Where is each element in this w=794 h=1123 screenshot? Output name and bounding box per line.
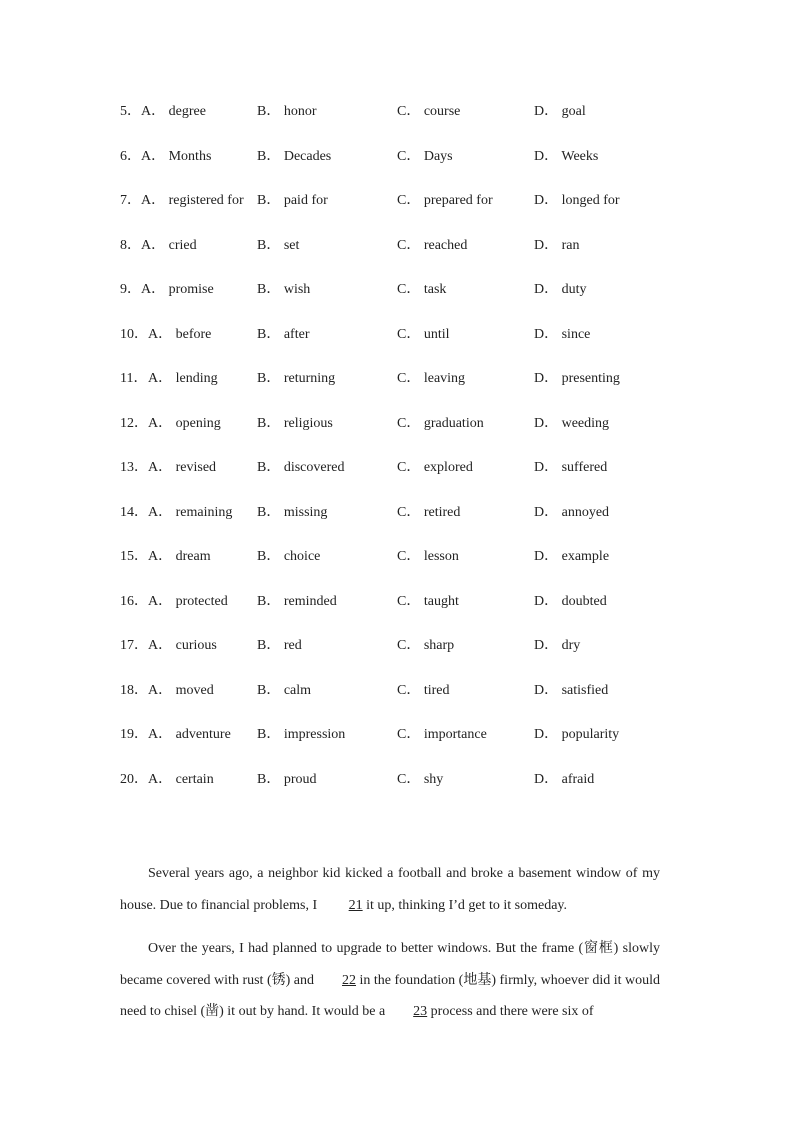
option-a: A． before (148, 326, 212, 342)
option-row (120, 236, 680, 281)
option-d: D． annoyed (534, 504, 610, 520)
option-d: D． Weeks (534, 148, 599, 164)
option-row (120, 191, 680, 236)
option-b: B． missing (257, 504, 328, 520)
option-c: C． task (397, 282, 447, 297)
option-b: B． calm (257, 682, 312, 698)
option-row (120, 770, 680, 815)
option-b: B． red (257, 638, 302, 653)
option-d: D． duty (534, 282, 587, 297)
option-c: C． sharp (397, 638, 455, 653)
option-d: D． afraid (534, 771, 595, 787)
option-b: B． honor (257, 104, 317, 119)
question-number: 12． (120, 415, 148, 431)
option-b: B． wish (257, 282, 311, 297)
option-c: C． importance (397, 727, 487, 742)
option-row (120, 369, 680, 414)
blank-21: 21 (348, 897, 363, 913)
option-c: C． tired (397, 682, 450, 698)
option-a: A． certain (148, 771, 214, 787)
option-row (120, 458, 680, 503)
paragraph-text: in the foundation (地基) firmly, whoever did it would need to chisel (凿) it out by hand. It would be a (120, 972, 660, 1019)
option-a: A． registered for (141, 193, 244, 208)
option-d: D． ran (534, 237, 580, 253)
option-d: D． goal (534, 104, 586, 119)
question-number: 10． (120, 326, 148, 342)
option-row (120, 414, 680, 459)
option-c: C． retired (397, 504, 461, 520)
question-number: 19． (120, 727, 148, 742)
option-a: A． degree (141, 104, 206, 119)
option-row (120, 503, 680, 548)
option-b: B． religious (257, 415, 333, 431)
option-row (120, 681, 680, 726)
option-row (120, 147, 680, 192)
question-number: 8． (120, 237, 141, 253)
option-a: A． protected (148, 593, 228, 609)
question-number: 11． (120, 371, 148, 386)
option-c: C． taught (397, 593, 459, 609)
question-number: 17． (120, 638, 148, 653)
cloze-passage (120, 858, 660, 1028)
option-d: D． suffered (534, 460, 608, 475)
option-b: B． proud (257, 771, 317, 787)
option-d: D． weeding (534, 415, 610, 431)
option-b: B． after (257, 326, 310, 342)
option-c: C． prepared for (397, 193, 493, 208)
option-a: A． adventure (148, 727, 231, 742)
option-c: C． shy (397, 771, 444, 787)
option-a: A． cried (141, 237, 197, 253)
option-b: B． returning (257, 371, 336, 386)
option-row (120, 325, 680, 370)
option-row (120, 547, 680, 592)
option-row (120, 280, 680, 325)
option-c: C． course (397, 104, 461, 119)
option-c: C． until (397, 326, 450, 342)
question-number: 16． (120, 593, 148, 609)
blank-22: 22 (342, 972, 357, 988)
question-number: 15． (120, 549, 148, 564)
option-d: D． longed for (534, 193, 620, 208)
option-a: A． dream (148, 549, 211, 564)
option-a: A． lending (148, 371, 218, 386)
option-b: B． discovered (257, 460, 345, 475)
option-d: D． dry (534, 638, 581, 653)
option-c: C． graduation (397, 415, 484, 431)
paragraph-text: process and there were six of (427, 1004, 594, 1019)
question-number: 14． (120, 504, 148, 520)
option-b: B． set (257, 237, 300, 253)
option-a: A． promise (141, 282, 214, 297)
option-row (120, 725, 680, 770)
option-a: A． Months (141, 148, 212, 164)
option-b: B． reminded (257, 593, 337, 609)
option-c: C． leaving (397, 371, 466, 386)
question-number: 13． (120, 460, 148, 475)
option-row (120, 102, 680, 147)
option-d: D． doubted (534, 593, 607, 609)
passage-paragraph-2 (120, 933, 660, 1028)
option-b: B． choice (257, 549, 321, 564)
option-a: A． remaining (148, 504, 233, 520)
answer-options-list (120, 102, 680, 814)
option-b: B． paid for (257, 193, 328, 208)
question-number: 20． (120, 771, 148, 787)
option-a: A． moved (148, 682, 214, 698)
question-number: 5． (120, 104, 141, 119)
option-d: D． presenting (534, 371, 620, 386)
question-number: 6． (120, 148, 141, 164)
option-row (120, 592, 680, 637)
question-number: 9． (120, 282, 141, 297)
option-d: D． popularity (534, 727, 620, 742)
option-row (120, 636, 680, 681)
option-c: C． reached (397, 237, 468, 253)
paragraph-text: it up, thinking I’d get to it someday. (362, 897, 568, 913)
option-b: B． impression (257, 727, 346, 742)
question-number: 18． (120, 682, 148, 698)
option-c: C． explored (397, 460, 473, 475)
question-number: 7． (120, 193, 141, 208)
option-d: D． satisfied (534, 682, 609, 698)
option-a: A． revised (148, 460, 217, 475)
paragraph-text: Over the years, I had planned to upgrade to better windows. But the frame (窗框) slowly became covered with rust (锈) and (120, 941, 660, 988)
paragraph-text: Several years ago, a neighbor kid kicked a football and broke a basement window of my house. Due to financial problems, I (120, 866, 660, 913)
option-d: D． example (534, 549, 610, 564)
passage-paragraph-1 (120, 858, 660, 921)
option-a: A． opening (148, 415, 221, 431)
option-b: B． Decades (257, 148, 332, 164)
option-c: C． lesson (397, 549, 459, 564)
blank-23: 23 (413, 1004, 428, 1019)
option-c: C． Days (397, 148, 453, 164)
option-a: A． curious (148, 638, 217, 653)
option-d: D． since (534, 326, 591, 342)
